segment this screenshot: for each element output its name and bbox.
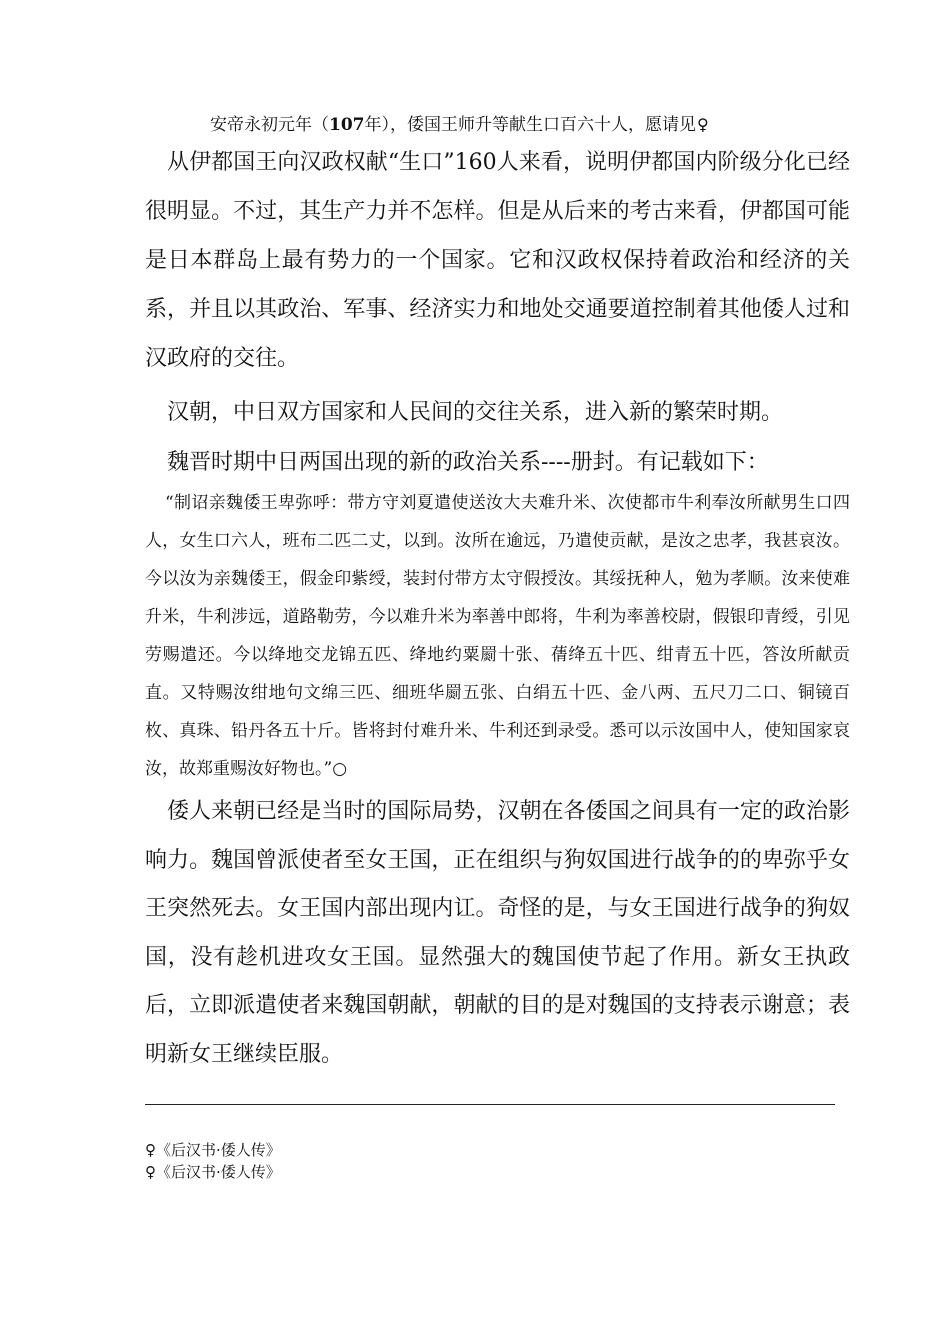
footnote-marker: ♀ [697, 115, 709, 134]
footnote-item-text: 《后汉书·倭人传》 [155, 1163, 281, 1181]
paragraph-wa-envoys: 倭人来朝已经是当时的国际局势，汉朝在各倭国之间具有一定的政治影响力。魏国曾派使者至女王国，正在组织与狗奴国进行战争的的卑弥乎女王突然死去。女王国内部出现内讧。奇怪的是，与女王国进行战争的狗奴国，没有趁机进攻女王国。显然强大的魏国使节起了作用。新女王执政后，立即派遣使者来魏国朝献，朝献的目的是对魏国的支持表示谢意；表明新女王继续臣服。 [145, 799, 850, 1067]
top-line-suffix: 年），倭国王师升等献生口百六十人，愿请见 [364, 115, 696, 135]
footnote-item-marker: ♀ [145, 1163, 156, 1181]
paragraph-wei-jin: 魏晋时期中日两国出现的新的政治关系----册封。有记载如下： [167, 450, 769, 475]
top-citation-line [210, 113, 810, 137]
quote-footnote-marker: ○ [332, 759, 348, 779]
quoted-edict-text: “制诏亲魏倭王卑弥呼：带方守刘夏遣使送汝大夫难升米、次使都市牛利奉汝所献男生口四人，女生口六人，班布二匹二丈，以到。汝所在逾远，乃遣使贡献，是汝之忠孝，我甚哀汝。今以汝为亲魏倭王，假金印紫绶，装封付带方太守假授汝。其绥抚种人，勉为孝顺。汝来使难升米，牛利涉远，道路勒劳，今以难升米为率善中郎将，牛利为率善校尉，假银印青绶，引见劳赐遣还。今以绛地交龙锦五匹、绛地约粟罽十张、蒨绛五十匹、绀青五十匹，答汝所献贡直。又特赐汝绀地句文绵三匹、细班华罽五张、白绢五十匹、金八两、五尺刀二口、铜镜百枚、真珠、铅丹各五十斤。皆将封付难升米、牛利还到录受。悉可以示汝国中人，使知国家哀汝，故郑重赐汝好物也。” [145, 493, 850, 779]
footnote-separator [145, 1104, 835, 1105]
footnote-item-text: 《后汉书·倭人传》 [155, 1141, 281, 1159]
footnote-item [145, 1139, 745, 1161]
footnote-item [145, 1161, 745, 1183]
footnote-item-marker: ♀ [145, 1141, 156, 1159]
top-line-prefix: 安帝永初元年（ [210, 115, 329, 135]
quoted-edict [145, 484, 850, 788]
footnotes [145, 1139, 745, 1183]
top-line-year: 107 [329, 115, 365, 135]
paragraph-han-dynasty: 汉朝，中日双方国家和人民间的交往关系，进入新的繁荣时期。 [167, 400, 784, 425]
paragraph-itodo-tribute: 从伊都国王向汉政权献“生口”160人来看，说明伊都国内阶级分化已经很明显。不过，其生产力并不怎样。但是从后来的考古来看，伊都国可能是日本群岛上最有势力的一个国家。它和汉政权保持着政治和经济的关系，并且以其政治、军事、经济实力和地处交通要道控制着其他倭人过和汉政府的交往。 [145, 150, 850, 371]
